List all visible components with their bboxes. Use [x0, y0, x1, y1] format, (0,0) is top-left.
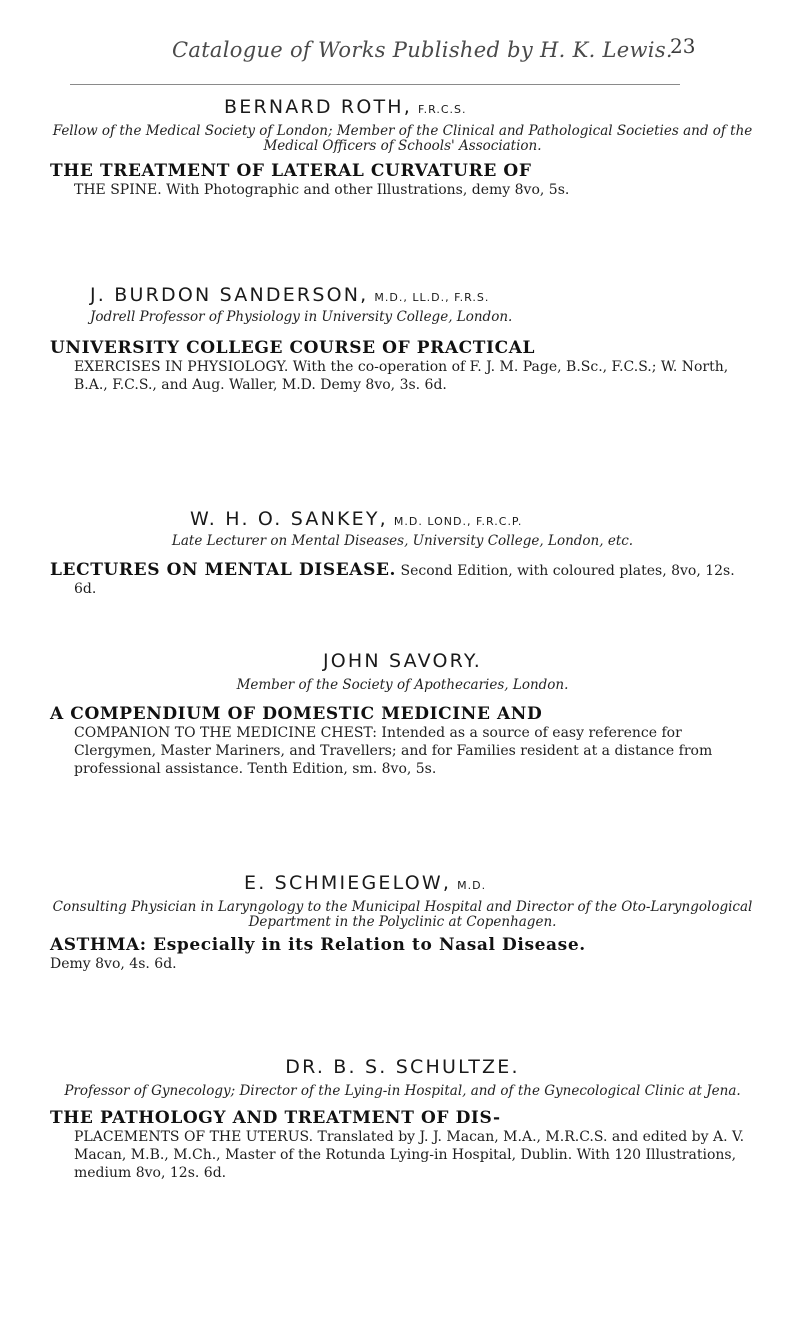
author-name-text: BERNARD ROTH,: [224, 96, 413, 118]
author-name: [50, 508, 755, 530]
author-degrees: M.D. LOND., F.R.C.P.: [393, 515, 523, 528]
catalogue-entry-schmiegelow: [50, 872, 755, 973]
author-name-text: JOHN SAVORY.: [322, 650, 483, 672]
author-name-text: E. SCHMIEGELOW,: [244, 872, 452, 894]
catalogue-entry-schultze: [50, 1056, 755, 1182]
page-number: 23: [670, 34, 696, 58]
author-affiliation: Jodrell Professor of Physiology in University College, London.: [90, 309, 513, 325]
author-name: [50, 284, 755, 306]
author-affiliation: Late Lecturer on Mental Diseases, University College, London, etc.: [171, 533, 634, 549]
author-affiliation: Professor of Gynecology; Director of the Lying-in Hospital, and of the Gynecological Clinic at Jena.: [64, 1083, 741, 1099]
book-title: THE PATHOLOGY AND TREATMENT OF DIS-: [50, 1108, 501, 1128]
author-affiliation: Member of the Society of Apothecaries, London.: [236, 677, 569, 693]
catalogue-entry-roth: [50, 96, 755, 199]
author-degrees: M.D., LL.D., F.R.S.: [374, 291, 490, 304]
author-name: [50, 1056, 755, 1078]
author-affiliation: Consulting Physician in Laryngology to the Municipal Hospital and Director of the Oto-Laryngological Department in the Polyclinic at Copenhagen.: [52, 899, 753, 930]
book-details: THE SPINE. With Photographic and other Illustrations, demy 8vo, 5s.: [74, 182, 570, 198]
book-entry: [50, 561, 755, 598]
catalogue-entry-sanderson: [50, 284, 755, 394]
author-degrees: M.D.: [457, 879, 487, 892]
author-name: [50, 650, 755, 672]
author-name-text: J. BURDON SANDERSON,: [90, 284, 369, 306]
book-title: A COMPENDIUM OF DOMESTIC MEDICINE AND: [50, 704, 543, 724]
author-name-text: DR. B. S. SCHULTZE.: [285, 1056, 520, 1078]
page-header: [0, 0, 800, 90]
author-name: [50, 96, 755, 118]
author-name-text: W. H. O. SANKEY,: [190, 508, 388, 530]
catalogue-entry-savory: [50, 650, 755, 778]
book-details: EXERCISES IN PHYSIOLOGY. With the co-operation of F. J. M. Page, B.Sc., F.C.S.; W. North, B.A., F.C.S., and Aug. Waller, M.D. Demy 8vo, 3s. 6d.: [74, 359, 729, 393]
catalogue-entry-sankey: [50, 508, 755, 598]
book-title: LECTURES ON MENTAL DISEASE.: [50, 560, 397, 580]
book-details: COMPANION TO THE MEDICINE CHEST: Intended as a source of easy reference for Clergymen, Master Mariners, and Travellers; and for Families resident at a distance from professional assistance. Tenth Edition, sm. 8vo, 5s.: [74, 725, 713, 777]
book-title: UNIVERSITY COLLEGE COURSE OF PRACTICAL: [50, 338, 536, 358]
author-degrees: F.R.C.S.: [418, 103, 467, 116]
header-rule: [70, 84, 680, 85]
author-affiliation: Fellow of the Medical Society of London; Member of the Clinical and Pathological Societies and of the Medical Officers of Schools' Association.: [52, 123, 753, 154]
author-name: [50, 872, 755, 894]
book-details: Demy 8vo, 4s. 6d.: [50, 956, 177, 972]
running-head: Catalogue of Works Published by H. K. Lewis.: [172, 38, 673, 62]
book-details: PLACEMENTS OF THE UTERUS. Translated by J. J. Macan, M.A., M.R.C.S. and edited by A. V. Macan, M.B., M.Ch., Master of the Rotunda Lying-in Hospital, Dublin. With 120 Illustrations, medium 8vo, 12s. 6d.: [74, 1129, 745, 1181]
book-title: THE TREATMENT OF LATERAL CURVATURE OF: [50, 161, 532, 181]
book-title: ASTHMA: Especially in its Relation to Nasal Disease.: [50, 935, 586, 955]
book-details: Second Edition, with coloured plates, 8vo, 12s. 6d.: [74, 563, 735, 597]
